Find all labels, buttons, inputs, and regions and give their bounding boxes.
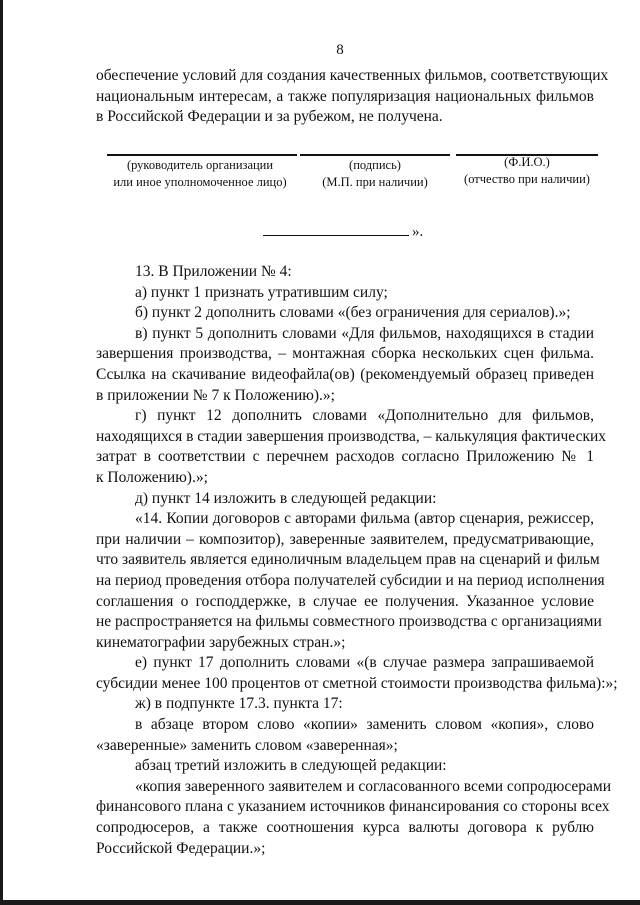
body-line: е) пункт 17 дополнить словами «(в случае размера запрашиваемой — [135, 654, 594, 672]
body-line: 13. В Приложении № 4: — [135, 263, 292, 280]
body-line: Российской Федерации.»; — [96, 839, 266, 857]
body-line: б) пункт 2 дополнить словами «(без ограничения для сериалов).»; — [135, 304, 571, 322]
body-line: не распространяется на фильмы совместного производства с организациями — [96, 613, 602, 631]
body-line: к Положению).»; — [96, 468, 208, 486]
body-line: «копия заверенного заявителем и согласованного всеми сопродюсерами — [135, 777, 612, 795]
intro-line: национальным интересам, а также популяризация национальных фильмов — [96, 87, 594, 105]
page-number: 8 — [336, 42, 344, 58]
body-line: финансового плана с указанием источников финансирования со стороны всех — [96, 798, 610, 816]
head-caption: (руководитель организации или иное уполномоченное лицо) — [113, 158, 287, 189]
body-line: при наличии – композитор), заверенные заявителем, предусматривающие, — [96, 530, 594, 548]
intro-line: обеспечение условий для создания качественных фильмов, соответствующих — [96, 67, 609, 84]
scan-border-bottom — [0, 900, 640, 905]
body-line: находящихся в стадии завершения производства, – калькуляция фактических — [96, 427, 607, 445]
blank-line — [263, 235, 409, 236]
signature-line-sign — [300, 154, 450, 156]
sign-caption: (подпись) (М.П. при наличии) — [322, 158, 428, 189]
body-line: субсидии менее 100 процентов от сметной стоимости производства фильма):»; — [96, 674, 618, 692]
body-line: что заявитель является единоличным владельцем прав на сценарий и фильм — [96, 551, 600, 569]
scan-border-left — [0, 0, 3, 905]
body-line: а) пункт 1 признать утратившим силу; — [135, 283, 388, 301]
body-line: на период проведения отбора получателей субсидии и на период исполнения — [96, 571, 605, 589]
body-line: д) пункт 14 изложить в следующей редакции: — [135, 489, 437, 507]
body-line: завершения производства, – монтажная сборка нескольких сцен фильма. — [96, 345, 594, 363]
signature-line-head — [107, 154, 297, 156]
body-line: в абзаце втором слово «копии» заменить словом «копия», слово — [135, 716, 594, 734]
intro-paragraph — [96, 66, 609, 128]
body-line: в приложении № 7 к Положению).»; — [96, 386, 335, 404]
amendments-body — [96, 262, 618, 859]
body-line: в) пункт 5 дополнить словами «Для фильмов, находящихся в стадии — [135, 324, 594, 342]
intro-line: в Российской Федерации и за рубежом, не получена. — [96, 108, 443, 125]
body-line: сопродюсеров, а также соотношения курса валюты договора к рублю — [96, 819, 594, 837]
quote-close: ». — [412, 224, 424, 240]
body-line: абзац третий изложить в следующей редакции: — [135, 757, 447, 775]
body-line: «14. Копии договоров с авторами фильма (автор сценария, режиссер, — [135, 510, 594, 528]
body-line: г) пункт 12 дополнить словами «Дополнительно для фильмов, — [135, 407, 594, 425]
body-line: «заверенные» заменить словом «заверенная»; — [96, 736, 398, 754]
name-caption: (Ф.И.О.) (отчество при наличии) — [464, 155, 590, 186]
body-line: ж) в подпункте 17.3. пункта 17: — [135, 695, 343, 713]
body-line: Ссылка на скачивание видеофайла(ов) (рекомендуемый образец приведен — [96, 365, 594, 383]
body-line: соглашения о господдержке, в случае ее получения. Указанное условие — [96, 592, 594, 610]
body-line: кинематографии зарубежных стран.»; — [96, 633, 346, 651]
body-line: затрат в соответствии с перечнем расходов согласно Приложению № 1 — [96, 448, 594, 466]
